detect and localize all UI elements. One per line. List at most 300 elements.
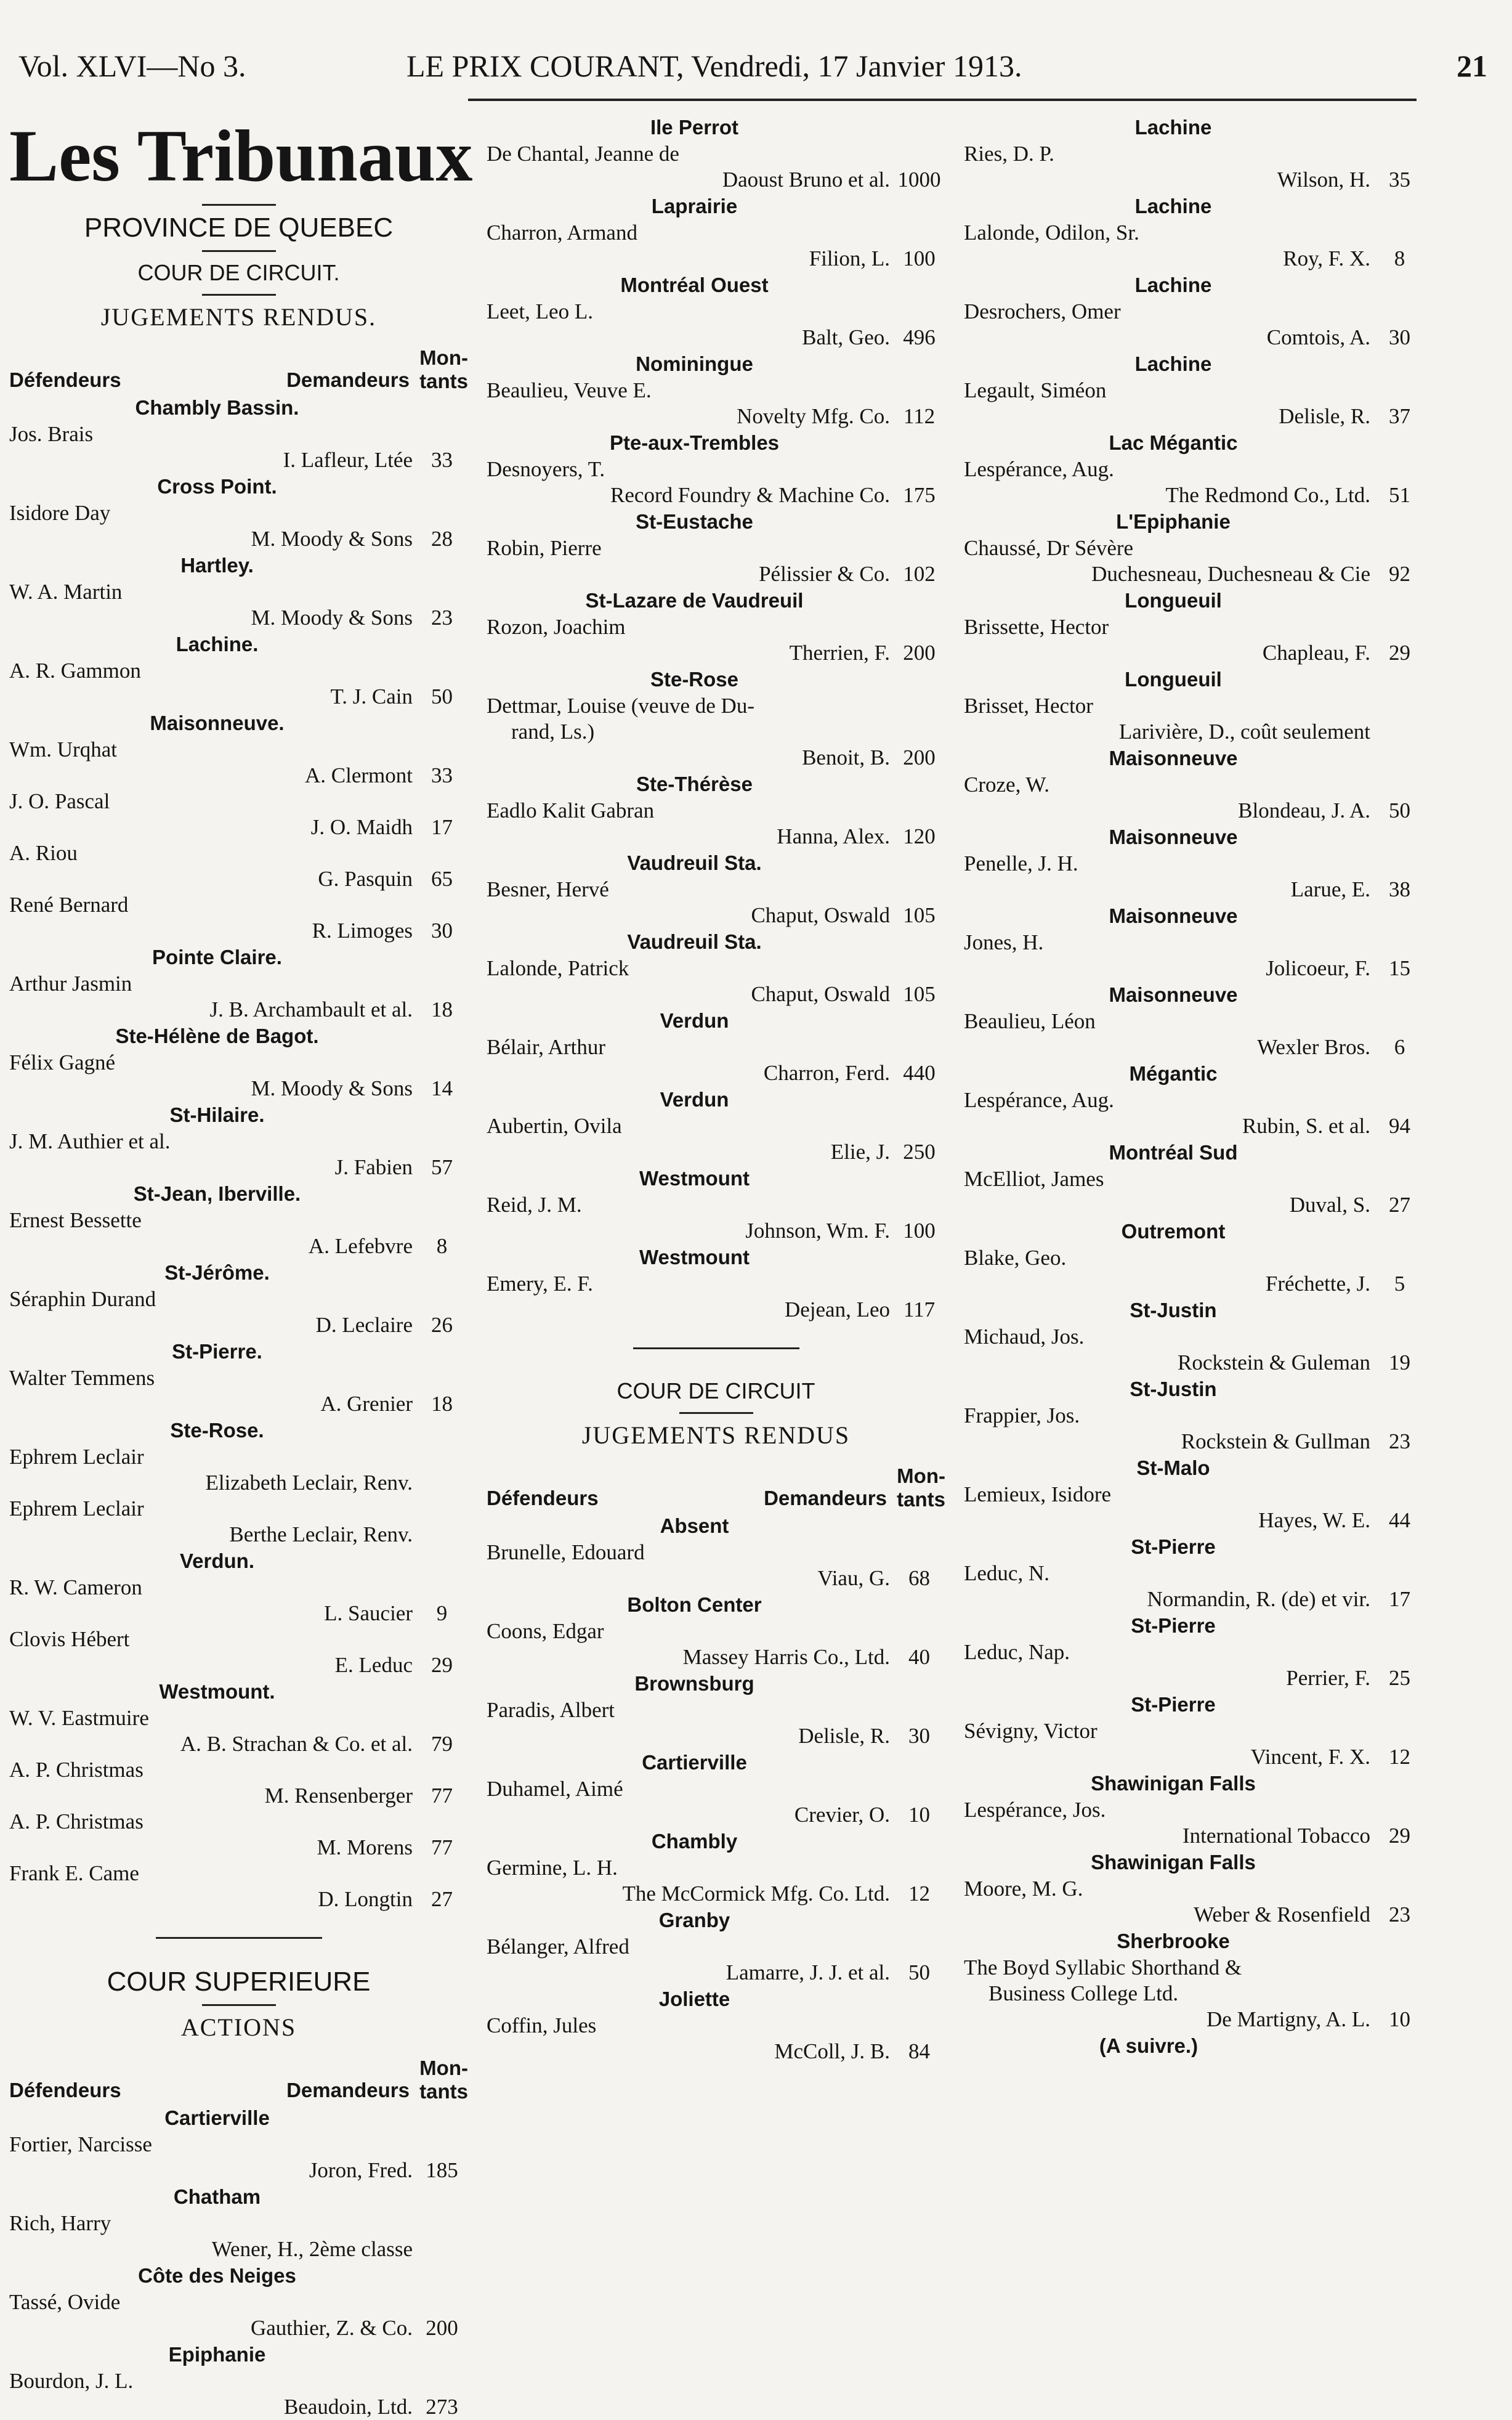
section-rule <box>633 1347 799 1349</box>
defendant: Moore, M. G. <box>964 1877 1083 1901</box>
location-heading: Outremont <box>1121 1220 1226 1243</box>
amount: 102 <box>903 562 936 586</box>
location-heading: Chatham <box>173 2185 261 2208</box>
amount: 37 <box>1389 404 1410 428</box>
location-heading: Lachine <box>1134 116 1212 139</box>
plaintiff: Blondeau, J. A. <box>1238 798 1370 822</box>
location-heading: Chambly Bassin. <box>135 396 299 419</box>
plaintiff: International Tobacco <box>1183 1824 1370 1848</box>
plaintiff: Chapleau, F. <box>1262 641 1370 665</box>
actions-list <box>9 2105 468 2420</box>
plaintiff: Charron, Ferd. <box>763 1061 890 1085</box>
plaintiff: The Redmond Co., Ltd. <box>1165 483 1370 507</box>
plaintiff: D. Leclaire <box>315 1313 413 1337</box>
plaintiff: Pélissier & Co. <box>759 562 890 586</box>
amount: 29 <box>1389 641 1410 665</box>
plaintiff: Berthe Leclair, Renv. <box>229 1522 413 1546</box>
amount: 200 <box>426 2316 458 2340</box>
defendant: Tassé, Ovide <box>9 2290 121 2314</box>
judgment-entry <box>9 2132 468 2183</box>
location-heading: L'Epiphanie <box>1116 510 1231 533</box>
judgment-entry <box>487 220 945 272</box>
defendant: Lalonde, Patrick <box>487 956 629 980</box>
plaintiff: Daoust Bruno et al. <box>722 168 890 192</box>
continued-note: (A suivre.) <box>1099 2034 1199 2057</box>
defendant: Lespérance, Aug. <box>964 1088 1114 1112</box>
amount: 77 <box>431 1835 453 1859</box>
plaintiff: Vincent, F. X. <box>1250 1745 1370 1769</box>
location-heading: Longueuil <box>1125 589 1222 612</box>
location-heading: St-Pierre <box>1131 1614 1216 1637</box>
header-defendeurs: Défendeurs <box>9 368 121 391</box>
defendant: Séraphin Durand <box>9 1287 156 1311</box>
defendant: Lalonde, Odilon, Sr. <box>964 221 1139 245</box>
location-heading: Longueuil <box>1125 668 1222 691</box>
plaintiff: D. Longtin <box>318 1887 413 1911</box>
location-heading: Westmount <box>639 1246 750 1269</box>
defendant: Desrochers, Omer <box>964 299 1121 323</box>
judgment-entry <box>964 1403 1426 1455</box>
court-rule <box>202 294 276 296</box>
amount: 273 <box>426 2395 458 2419</box>
location-heading: St-Jean, Iberville. <box>133 1182 301 1205</box>
defendant: Leet, Leo L. <box>487 299 593 323</box>
defendant: Coffin, Jules <box>487 2013 597 2037</box>
defendant: A. R. Gammon <box>9 659 141 683</box>
column-2 <box>487 114 945 2065</box>
judgment-entry <box>9 2211 468 2262</box>
amount: 100 <box>903 1219 936 1243</box>
defendant: J. O. Pascal <box>9 789 110 813</box>
volume-number: Vol. XLVI—No 3. <box>18 49 246 83</box>
location-heading: Bolton Center <box>627 1593 762 1616</box>
column-headers <box>9 2045 468 2105</box>
judgment-entry <box>9 1129 468 1180</box>
judgment-entry <box>487 1192 945 1244</box>
judgment-entry <box>487 956 945 1007</box>
plaintiff: M. Rensenberger <box>264 1784 413 1808</box>
judgment-entry <box>487 1034 945 1086</box>
defendant: Ries, D. P. <box>964 142 1054 166</box>
amount: 40 <box>908 1645 930 1669</box>
amount: 112 <box>903 404 936 428</box>
defendant: Dettmar, Louise (veuve de Du- <box>487 694 754 718</box>
judgment-entry <box>487 299 945 351</box>
judgment-entry <box>9 658 468 710</box>
defendant: Fortier, Narcisse <box>9 2132 152 2156</box>
plaintiff: Hanna, Alex. <box>777 824 890 848</box>
location-heading: Côte des Neiges <box>138 2264 296 2287</box>
plaintiff: T. J. Cain <box>330 684 413 709</box>
location-heading: Lachine <box>1134 274 1212 296</box>
judgment-entry <box>9 840 468 892</box>
defendant: Isidore Day <box>9 501 111 525</box>
plaintiff: Elizabeth Leclair, Renv. <box>205 1471 413 1495</box>
amount: 15 <box>1389 956 1410 980</box>
defendant: Sévigny, Victor <box>964 1719 1098 1743</box>
judgment-entry <box>964 1166 1426 1218</box>
amount: 5 <box>1394 1272 1405 1296</box>
column-headers <box>487 1453 945 1512</box>
judgment-entry <box>964 535 1426 587</box>
location-heading: Maisonneuve. <box>150 712 285 734</box>
location-heading: Shawinigan Falls <box>1091 1772 1256 1795</box>
judgment-entry <box>9 421 468 473</box>
location-heading: Maisonneuve <box>1109 826 1238 848</box>
plaintiff: Elie, J. <box>830 1140 890 1164</box>
header-montants-line1: Mon- <box>419 346 468 369</box>
defendant: René Bernard <box>9 893 129 917</box>
location-heading: St-Pierre <box>1131 1693 1216 1716</box>
defendant: Bélair, Arthur <box>487 1035 605 1059</box>
judgment-entry <box>9 1861 468 1912</box>
amount: 94 <box>1389 1114 1410 1138</box>
header-demandeurs: Demandeurs <box>286 368 410 391</box>
defendant: Duhamel, Aimé <box>487 1777 623 1801</box>
plaintiff: McColl, J. B. <box>774 2039 890 2063</box>
location-heading: Ste-Rose. <box>170 1419 264 1442</box>
plaintiff: M. Moody & Sons <box>251 1076 413 1100</box>
amount: 84 <box>908 2039 930 2063</box>
defendant: Brisset, Hector <box>964 694 1093 718</box>
judgment-entry <box>9 971 468 1023</box>
judgment-entry <box>9 1809 468 1861</box>
location-heading: Hartley. <box>180 554 254 577</box>
defendant: W. A. Martin <box>9 580 123 604</box>
judgment-entry <box>487 1697 945 1749</box>
amount: 30 <box>431 919 453 943</box>
location-heading: Laprairie <box>651 195 738 217</box>
defendant: Ephrem Leclair <box>9 1445 144 1469</box>
location-heading: Vaudreuil Sta. <box>627 930 762 953</box>
defendant: Lespérance, Aug. <box>964 457 1114 481</box>
amount: 117 <box>903 1297 936 1322</box>
amount: 33 <box>431 448 453 472</box>
plaintiff: Jolicoeur, F. <box>1266 956 1370 980</box>
location-heading: Cartierville <box>164 2106 270 2129</box>
plaintiff: Johnson, Wm. F. <box>745 1219 890 1243</box>
plaintiff: Beaudoin, Ltd. <box>284 2395 413 2419</box>
plaintiff: Balt, Geo. <box>802 325 890 349</box>
judgment-entry <box>9 1757 468 1809</box>
judgment-entry <box>964 1718 1426 1770</box>
publication-title: LE PRIX COURANT, Vendredi, 17 Janvier 1913. <box>406 49 1022 83</box>
judgments-heading: JUGEMENTS RENDUS. <box>100 303 377 331</box>
judgment-entry <box>964 1955 1426 2032</box>
amount: 200 <box>903 745 936 769</box>
amount: 77 <box>431 1784 453 1808</box>
defendant: Besner, Hervé <box>487 877 609 901</box>
plaintiff: The McCormick Mfg. Co. Ltd. <box>622 1882 890 1906</box>
judgment-entry <box>9 2289 468 2341</box>
defendant: Leduc, Nap. <box>964 1640 1070 1664</box>
defendant: Frank E. Came <box>9 1861 139 1885</box>
judgment-entry <box>487 1271 945 1323</box>
location-heading: Brownsburg <box>634 1672 754 1695</box>
defendant: Legault, Siméon <box>964 378 1107 402</box>
defendant: Eadlo Kalit Gabran <box>487 798 655 822</box>
judgment-entry <box>487 1540 945 1591</box>
judgment-entry <box>964 693 1426 745</box>
judgment-entry <box>487 457 945 508</box>
defendant: A. Riou <box>9 841 78 865</box>
amount: 185 <box>426 2158 458 2182</box>
location-heading: St-Justin <box>1130 1299 1217 1322</box>
defendant: Emery, E. F. <box>487 1272 593 1296</box>
location-heading: Lachine <box>1134 352 1212 375</box>
plaintiff: Wexler Bros. <box>1257 1035 1370 1059</box>
plaintiff: A. Lefebvre <box>308 1234 413 1258</box>
location-heading: Granby <box>658 1909 730 1931</box>
defendant: Frappier, Jos. <box>964 1403 1080 1427</box>
plaintiff: Comtois, A. <box>1266 325 1370 349</box>
location-heading: Verdun. <box>179 1549 255 1572</box>
page-number: 21 <box>1457 49 1487 83</box>
amount: 175 <box>903 483 936 507</box>
plaintiff: Duchesneau, Duchesneau & Cie <box>1091 562 1370 586</box>
location-heading: Pte-aux-Trembles <box>609 431 780 454</box>
judgment-entry <box>9 2368 468 2420</box>
judgment-entry <box>9 1208 468 1259</box>
location-heading: Pointe Claire. <box>152 946 282 968</box>
plaintiff: A. Clermont <box>305 763 413 787</box>
location-heading: Cross Point. <box>157 475 277 498</box>
plaintiff: Rubin, S. et al. <box>1242 1114 1370 1138</box>
plaintiff: R. Limoges <box>312 919 413 943</box>
judgment-entry <box>9 1575 468 1626</box>
defendant: W. V. Eastmuire <box>9 1706 149 1730</box>
plaintiff: Joron, Fred. <box>309 2158 413 2182</box>
amount: 105 <box>903 903 936 927</box>
plaintiff: Fréchette, J. <box>1265 1272 1370 1296</box>
defendant: Brissette, Hector <box>964 615 1109 639</box>
judgment-entry <box>487 1776 945 1828</box>
column-3 <box>964 114 1426 2060</box>
plaintiff: Massey Harris Co., Ltd. <box>682 1645 890 1669</box>
amount: 35 <box>1389 168 1410 192</box>
location-heading: Absent <box>660 1514 729 1537</box>
defendant: McElliot, James <box>964 1167 1104 1191</box>
header-montants-line2: tants <box>419 370 468 392</box>
location-heading: Nominingue <box>636 352 753 375</box>
judgment-entry <box>964 220 1426 272</box>
defendant: De Chantal, Jeanne de <box>487 142 679 166</box>
amount: 440 <box>903 1061 936 1085</box>
plaintiff: Gauthier, Z. & Co. <box>251 2316 413 2340</box>
judgment-entry <box>487 1113 945 1165</box>
defendant: Michaud, Jos. <box>964 1325 1085 1349</box>
defendant: Walter Temmens <box>9 1366 155 1390</box>
judgment-entry <box>964 378 1426 429</box>
plaintiff: M. Morens <box>317 1835 413 1859</box>
location-heading: St-Justin <box>1130 1378 1217 1400</box>
location-heading: Maisonneuve <box>1109 747 1238 769</box>
plaintiff: J. Fabien <box>334 1155 413 1179</box>
judgment-entry <box>487 1934 945 1986</box>
defendant: Ephrem Leclair <box>9 1496 144 1521</box>
defendant: A. P. Christmas <box>9 1758 144 1782</box>
location-heading: Ste-Hélène de Bagot. <box>115 1025 319 1047</box>
defendant: Brunelle, Edouard <box>487 1540 645 1564</box>
judgment-entry <box>487 2013 945 2065</box>
location-heading: Maisonneuve <box>1109 904 1238 927</box>
amount: 14 <box>431 1076 453 1100</box>
judgment-entry <box>964 141 1426 193</box>
judgment-entry <box>964 1009 1426 1060</box>
header-defendeurs: Défendeurs <box>9 2079 121 2101</box>
amount: 68 <box>908 1566 930 1590</box>
header-demandeurs: Demandeurs <box>764 1487 887 1509</box>
plaintiff: Chaput, Oswald <box>751 903 890 927</box>
amount: 250 <box>903 1140 936 1164</box>
judgment-entry <box>9 1444 468 1496</box>
location-heading: Cartierville <box>642 1751 747 1774</box>
location-heading: St-Eustache <box>636 510 753 533</box>
defendant: Leduc, N. <box>964 1561 1049 1585</box>
location-heading: Verdun <box>660 1009 729 1032</box>
location-heading: Epiphanie <box>168 2343 266 2366</box>
location-heading: St-Malo <box>1136 1456 1210 1479</box>
judgment-entry <box>487 614 945 666</box>
plaintiff: Hayes, W. E. <box>1258 1508 1370 1532</box>
amount: 10 <box>1389 2007 1410 2031</box>
location-heading: Sherbrooke <box>1117 1930 1230 1952</box>
defendant: Croze, W. <box>964 773 1050 797</box>
defendant: Aubertin, Ovila <box>487 1114 622 1138</box>
amount: 30 <box>1389 325 1410 349</box>
judgment-entry <box>487 378 945 429</box>
location-heading: Montréal Ouest <box>620 274 769 296</box>
plaintiff: Rockstein & Gullman <box>1181 1429 1370 1453</box>
defendant: Blake, Geo. <box>964 1246 1067 1270</box>
judgment-entry <box>9 500 468 552</box>
judgment-list <box>9 394 468 1912</box>
defendant: Beaulieu, Veuve E. <box>487 378 652 402</box>
judgment-list <box>487 1512 945 2065</box>
amount: 28 <box>431 527 453 551</box>
defendant: Ernest Bessette <box>9 1208 142 1232</box>
plaintiff: Roy, F. X. <box>1283 246 1370 270</box>
plaintiff: Larivière, D., coût seulement <box>1118 720 1370 744</box>
plaintiff: Benoit, B. <box>802 745 890 769</box>
judgment-entry <box>964 772 1426 824</box>
judgment-entry <box>9 789 468 840</box>
location-heading: Mégantic <box>1129 1062 1218 1085</box>
location-heading: St-Hilaire. <box>169 1103 265 1126</box>
amount: 50 <box>1389 798 1410 822</box>
location-heading: St-Lazare de Vaudreuil <box>585 589 804 612</box>
amount: 57 <box>431 1155 453 1179</box>
defendant: J. M. Authier et al. <box>9 1129 171 1153</box>
judgment-entry <box>487 798 945 850</box>
defendant: Jos. Brais <box>9 422 94 446</box>
superior-court-heading: COUR SUPERIEURE <box>107 1967 371 1997</box>
judgment-entry <box>964 1876 1426 1928</box>
location-heading: Lac Mégantic <box>1109 431 1238 454</box>
header-montants <box>897 1464 945 1511</box>
header-montants-line2: tants <box>419 2080 468 2103</box>
header-montants-line2: tants <box>897 1488 945 1511</box>
amount: 9 <box>436 1601 448 1625</box>
amount: 29 <box>431 1653 453 1677</box>
amount: 65 <box>431 867 453 891</box>
plaintiff: Delisle, R. <box>1279 404 1370 428</box>
location-heading: Ile Perrot <box>650 116 739 139</box>
amount: 50 <box>908 1960 930 1984</box>
plaintiff: A. B. Strachan & Co. et al. <box>180 1732 413 1756</box>
judgment-entry <box>964 1561 1426 1612</box>
judgment-entry <box>487 877 945 928</box>
plaintiff: Normandin, R. (de) et vir. <box>1147 1587 1370 1611</box>
location-heading: Ste-Rose <box>650 668 739 691</box>
amount: 29 <box>1389 1824 1410 1848</box>
judgment-entry <box>964 299 1426 351</box>
judgment-entry <box>487 141 945 193</box>
defendant: Félix Gagné <box>9 1050 116 1074</box>
plaintiff: Crevier, O. <box>794 1803 890 1827</box>
plaintiff: M. Moody & Sons <box>251 527 413 551</box>
plaintiff: De Martigny, A. L. <box>1206 2007 1370 2031</box>
defendant: Desnoyers, T. <box>487 457 605 481</box>
plaintiff: J. B. Archambault et al. <box>209 997 413 1021</box>
court-heading: COUR DE CIRCUIT. <box>137 260 340 285</box>
plaintiff: Duval, S. <box>1289 1193 1370 1217</box>
plaintiff: Wilson, H. <box>1277 168 1370 192</box>
amount: 44 <box>1389 1508 1410 1532</box>
defendant: Rozon, Joachim <box>487 615 626 639</box>
amount: 12 <box>908 1882 930 1906</box>
location-heading: St-Pierre. <box>172 1340 262 1363</box>
plaintiff: E. Leduc <box>334 1653 413 1677</box>
plaintiff: L. Saucier <box>324 1601 413 1625</box>
judgment-entry <box>487 535 945 587</box>
amount: 79 <box>431 1732 453 1756</box>
location-heading: Ste-Thérèse <box>636 773 753 795</box>
judgment-entry <box>9 1365 468 1417</box>
judgment-list <box>487 114 945 1323</box>
location-heading: Vaudreuil Sta. <box>627 851 762 874</box>
amount: 38 <box>1389 877 1410 901</box>
amount: 92 <box>1389 562 1410 586</box>
location-heading: Verdun <box>660 1088 729 1111</box>
judgment-entry <box>9 1286 468 1338</box>
judgment-entry <box>9 579 468 631</box>
defendant: A. P. Christmas <box>9 1809 144 1833</box>
plaintiff: Weber & Rosenfield <box>1194 1902 1370 1927</box>
plaintiff: Rockstein & Guleman <box>1177 1350 1370 1374</box>
location-heading: St-Pierre <box>1131 1535 1216 1558</box>
plaintiff: G. Pasquin <box>318 867 413 891</box>
defendant: Paradis, Albert <box>487 1698 615 1722</box>
defendant: Charron, Armand <box>487 221 637 245</box>
amount: 200 <box>903 641 936 665</box>
judgment-entry <box>964 614 1426 666</box>
plaintiff: I. Lafleur, Ltée <box>283 448 413 472</box>
header-montants-line1: Mon- <box>419 2057 468 2079</box>
amount: 8 <box>436 1234 448 1258</box>
defendant: The Boyd Syllabic Shorthand & <box>964 1955 1242 1979</box>
location-heading: Chambly <box>651 1830 738 1853</box>
judgment-entry <box>964 1797 1426 1849</box>
defendant: Reid, J. M. <box>487 1193 582 1217</box>
judgment-entry <box>9 1496 468 1548</box>
actions-heading: ACTIONS <box>180 2013 297 2041</box>
location-heading: Joliette <box>658 1988 730 2010</box>
plaintiff: Perrier, F. <box>1286 1666 1370 1690</box>
defendant: Beaulieu, Léon <box>964 1009 1096 1033</box>
location-heading: Westmount <box>639 1167 750 1190</box>
judgment-entry <box>964 1245 1426 1297</box>
